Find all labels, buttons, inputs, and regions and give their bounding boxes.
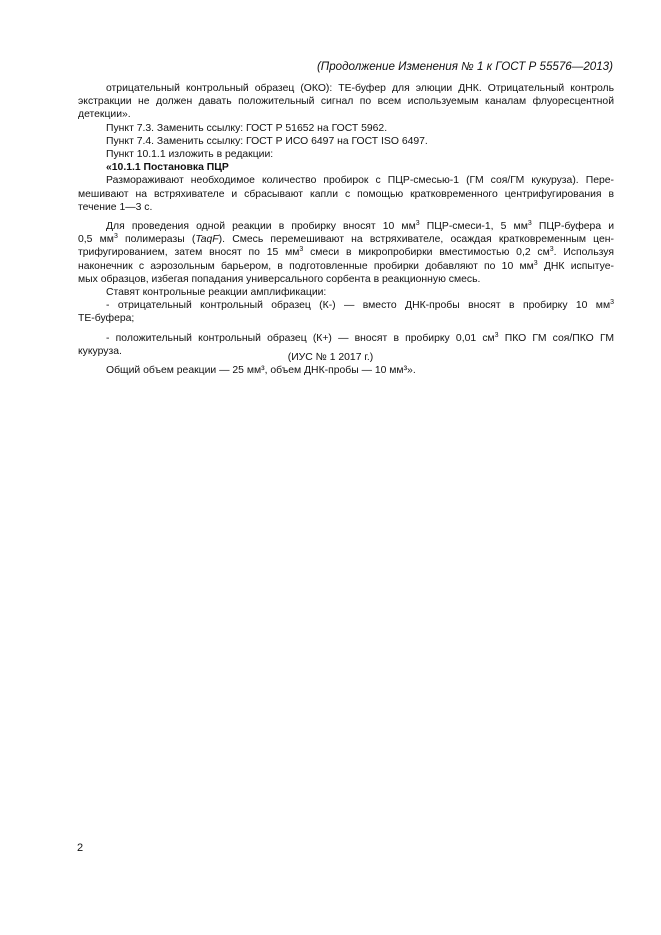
- text-line: течение 1—3 с.: [78, 201, 153, 213]
- text-segment: трифугированием, затем вносят по 15 мм: [78, 247, 300, 259]
- text-line: отрицательный контрольный образец (ОКО): ТЕ-буфер для элюции ДНК. Отрицательный контроль: [106, 83, 614, 94]
- text-line: детекции».: [78, 109, 131, 121]
- text-line: экстракции не должен давать положительный сигнал по всем используемым каналам флуоресцентной: [78, 96, 614, 108]
- text-line: Пункт 7.4. Заменить ссылку: ГОСТ Р ИСО 6497 на ГОСТ ISO 6497.: [106, 135, 428, 147]
- footnote: (ИУС № 1 2017 г.): [287, 352, 374, 363]
- text-segment: полимеразы (: [117, 234, 196, 246]
- text-line: ТЕ-буфера;: [78, 313, 135, 325]
- text-segment: - положительный контрольный образец (К+) — вносят в пробирку 0,01 см: [106, 332, 495, 344]
- text-segment: смеси в микропробирки вместимостью 0,2 см: [303, 247, 550, 259]
- text-line: мешивают на встряхивателе и сбрасывают капли с помощью кратковременного центрифугирования в: [78, 188, 614, 200]
- body-text: [78, 82, 614, 377]
- text-line: Размораживают необходимое количество пробирок с ПЦР-смесью-1 (ГМ соя/ГМ кукуруза). Пере-: [106, 175, 614, 187]
- text-line: кукуруза.: [78, 345, 122, 357]
- superscript: 3: [113, 233, 118, 241]
- enzyme-name: TaqF: [195, 234, 219, 246]
- text-line: мых образцов, избегая попадания универсального сорбента в реакционную смесь.: [78, 273, 481, 285]
- superscript: 3: [415, 220, 420, 228]
- text-segment: . Используя: [553, 247, 615, 259]
- text-line: [78, 299, 614, 312]
- text-line: [78, 260, 614, 273]
- text-line: Ставят контрольные реакции амплификации:: [106, 287, 327, 299]
- text-segment: Для проведения одной реакции в пробирку вносят 10 мм: [106, 221, 416, 233]
- text-segment: наконечник с аэрозольным барьером, в подготовленные пробирки добавляют по 10 мм: [78, 260, 534, 272]
- text-segment: - отрицательный контрольный образец (К-) — вместо ДНК-пробы вносят в пробирку 10 мм: [106, 300, 611, 312]
- text-segment: ПКО ГМ соя/ПКО ГМ: [498, 332, 614, 344]
- page-number: 2: [77, 842, 84, 854]
- text-line: [78, 220, 614, 233]
- text-line: [78, 332, 614, 345]
- text-segment: 0,5 мм: [78, 234, 114, 246]
- text-line: Пункт 10.1.1 изложить в редакции:: [106, 149, 274, 161]
- text-line: [78, 233, 614, 246]
- page-header: (Продолжение Изменения № 1 к ГОСТ Р 55576—2013): [316, 60, 613, 73]
- text-line: Общий объем реакции — 25 мм³, объем ДНК-пробы — 10 мм³».: [106, 365, 416, 377]
- section-heading: «10.1.1 Постановка ПЦР: [106, 162, 229, 174]
- superscript: 3: [299, 246, 304, 254]
- text-segment: ПЦР-смеси-1, 5 мм: [419, 221, 528, 233]
- text-line: Пункт 7.3. Заменить ссылку: ГОСТ Р 51652 на ГОСТ 5962.: [106, 122, 388, 134]
- superscript: 3: [533, 259, 538, 267]
- text-segment: ПЦР-буфера и: [531, 221, 615, 233]
- text-segment: ). Смесь перемешивают на встряхивателе, осаждая кратковременным цен-: [218, 234, 614, 246]
- text-segment: ДНК испытуе-: [537, 260, 614, 272]
- superscript: 3: [527, 220, 532, 228]
- superscript: 3: [494, 331, 499, 339]
- superscript: 3: [549, 246, 554, 254]
- superscript: 3: [610, 299, 614, 307]
- text-line: [78, 246, 614, 259]
